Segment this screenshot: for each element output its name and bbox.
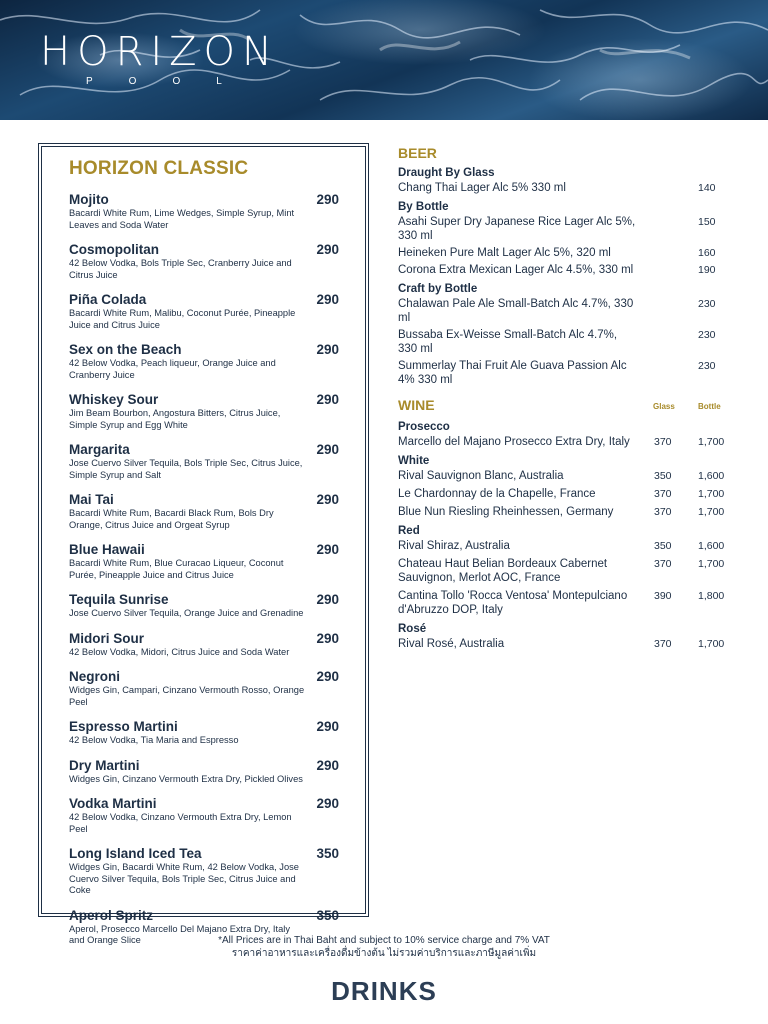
cocktail-price: 290 — [316, 342, 339, 357]
cocktail-price: 290 — [316, 242, 339, 257]
wine-item — [398, 589, 738, 617]
wine-item — [398, 469, 738, 483]
wine-bottle-price: 1,600 — [698, 470, 725, 482]
wine-name: Rival Shiraz, Australia — [398, 540, 510, 552]
wine-group-label: Prosecco — [398, 421, 450, 433]
wine-bottle-price: 1,800 — [698, 590, 725, 602]
wine-bottle-price: 1,700 — [698, 436, 725, 448]
cocktail-name: Negroni — [69, 669, 121, 684]
beer-item — [398, 328, 738, 356]
cocktail-item — [69, 542, 337, 581]
cocktail-item — [69, 719, 337, 747]
cocktail-item — [69, 492, 337, 531]
beer-name: Summerlay Thai Fruit Ale Guava Passion Alc 4% 330 ml — [398, 360, 627, 386]
logo-subtitle: POOL — [86, 76, 258, 87]
beer-item — [398, 263, 738, 277]
cocktail-name: Sex on the Beach — [69, 342, 182, 357]
cocktail-price: 290 — [316, 719, 339, 734]
cocktail-description: Widges Gin, Cinzano Vermouth Extra Dry, Pickled Olives — [69, 773, 303, 784]
wine-bottle-price: 1,700 — [698, 638, 725, 650]
beer-name: Bussaba Ex-Weisse Small-Batch Alc 4.7%, 330 ml — [398, 329, 618, 355]
wine-item — [398, 637, 738, 651]
wine-group — [398, 421, 738, 449]
cocktail-price: 290 — [316, 542, 339, 557]
wine-title: WINE — [398, 397, 435, 413]
drinks-title: DRINKS — [331, 976, 437, 1006]
cocktail-price: 290 — [316, 442, 339, 457]
wine-item — [398, 435, 738, 449]
wine-glass-price: 350 — [654, 540, 672, 552]
beer-price: 150 — [698, 216, 716, 228]
cocktail-name: Margarita — [69, 442, 130, 457]
cocktail-description: Bacardi White Rum, Blue Curacao Liqueur, Coconut Purée, Pineapple Juice and Citrus Juice — [69, 558, 284, 580]
cocktail-item — [69, 758, 337, 786]
wine-bottle-price: 1,600 — [698, 540, 725, 552]
wine-header — [398, 397, 738, 417]
wine-name: Chateau Haut Belian Bordeaux Cabernet Sauvignon, Merlot AOC, France — [398, 558, 608, 584]
beer-price: 230 — [698, 329, 716, 341]
wine-glass-price: 370 — [654, 638, 672, 650]
beer-name: Chang Thai Lager Alc 5% 330 ml — [398, 182, 566, 194]
cocktail-name: Long Island Iced Tea — [69, 846, 202, 861]
cocktail-description: Jim Beam Bourbon, Angostura Bitters, Citrus Juice, Simple Syrup and Egg White — [69, 408, 281, 430]
cocktail-name: Whiskey Sour — [69, 392, 159, 407]
beer-name: Chalawan Pale Ale Small-Batch Alc 4.7%, 330 ml — [398, 298, 634, 324]
cocktail-item — [69, 592, 337, 620]
cocktail-name: Tequila Sunrise — [69, 592, 169, 607]
cocktail-name: Blue Hawaii — [69, 542, 145, 557]
beer-group — [398, 167, 738, 195]
cocktail-price: 290 — [316, 757, 339, 773]
cocktail-description: 42 Below Vodka, Midori, Citrus Juice and Soda Water — [69, 646, 290, 657]
beer-name: Asahi Super Dry Japanese Rice Lager Alc 5%, 330 ml — [398, 216, 636, 242]
wine-item — [398, 505, 738, 519]
cocktail-name: Cosmopolitan — [69, 242, 159, 257]
cocktail-item — [69, 669, 337, 708]
cocktail-name: Dry Martini — [69, 757, 140, 773]
cocktail-name: Espresso Martini — [69, 719, 178, 734]
price-footnote — [0, 934, 768, 960]
cocktail-price: 350 — [316, 846, 339, 861]
logo-wordmark: HORIZON — [40, 29, 279, 75]
wine-bottle-price: 1,700 — [698, 506, 725, 518]
beer-price: 190 — [698, 264, 716, 276]
cocktail-price: 290 — [316, 192, 339, 207]
beer-item — [398, 297, 738, 325]
cocktail-description: Jose Cuervo Silver Tequila, Orange Juice and Grenadine — [69, 608, 304, 618]
beer-price: 160 — [698, 247, 716, 259]
cocktail-item — [69, 192, 337, 231]
cocktail-item — [69, 442, 337, 481]
beer-price: 230 — [698, 360, 716, 372]
beer-item — [398, 246, 738, 260]
beer-name: Heineken Pure Malt Lager Alc 5%, 320 ml — [398, 247, 611, 259]
wine-glass-price: 370 — [654, 558, 672, 570]
beer-wine-column — [398, 145, 738, 657]
cocktail-item — [69, 292, 337, 331]
wine-list — [398, 421, 738, 651]
cocktail-name: Mojito — [69, 192, 109, 207]
cocktail-item — [69, 242, 337, 281]
cocktail-item — [69, 631, 337, 659]
cocktail-price: 290 — [316, 796, 339, 811]
wine-name: Blue Nun Riesling Rheinhessen, Germany — [398, 506, 614, 518]
wine-glass-price: 350 — [654, 470, 672, 482]
wine-item — [398, 539, 738, 553]
wine-item — [398, 487, 738, 501]
horizon-pool-logo — [40, 29, 279, 87]
wine-name: Rival Rosé, Australia — [398, 638, 505, 650]
cocktail-item — [69, 392, 337, 431]
cocktail-price: 290 — [316, 392, 339, 407]
wine-glass-price: 370 — [654, 436, 672, 448]
cocktail-price: 290 — [316, 669, 339, 684]
beer-group — [398, 201, 738, 277]
beer-item — [398, 359, 738, 387]
beer-group — [398, 283, 738, 387]
cocktail-description: Bacardi White Rum, Lime Wedges, Simple Syrup, Mint Leaves and Soda Water — [69, 208, 295, 230]
beer-price: 230 — [698, 298, 716, 310]
wine-item — [398, 557, 738, 585]
cocktail-item — [69, 342, 337, 381]
wine-name: Marcello del Majano Prosecco Extra Dry, Italy — [398, 436, 630, 448]
wine-group-label: Rosé — [398, 623, 427, 635]
cocktail-description: 42 Below Vodka, Peach liqueur, Orange Juice and Cranberry Juice — [69, 358, 276, 380]
cocktail-description: Jose Cuervo Silver Tequila, Bols Triple Sec, Citrus Juice, Simple Syrup and Salt — [69, 458, 303, 480]
wine-bottle-price: 1,700 — [698, 558, 725, 570]
cocktail-description: Bacardi White Rum, Bacardi Black Rum, Bols Dry Orange, Citrus Juice and Orgeat Syrup — [69, 508, 274, 530]
footnote-english: *All Prices are in Thai Baht and subject to 10% service charge and 7% VAT — [218, 935, 550, 946]
cocktail-list — [69, 192, 368, 947]
cocktail-item — [69, 846, 337, 897]
footnote-thai: ราคาค่าอาหารและเครื่องดื่มข้างต้น ไม่รวมค่าบริการและภาษีมูลค่าเพิ่ม — [231, 948, 537, 959]
beer-title: BEER — [398, 145, 437, 161]
wine-glass-price: 370 — [654, 506, 672, 518]
cocktail-price: 290 — [316, 292, 339, 307]
wine-name: Le Chardonnay de la Chapelle, France — [398, 488, 596, 500]
cocktail-description: Bacardi White Rum, Malibu, Coconut Purée, Pineapple Juice and Citrus Juice — [69, 308, 296, 330]
cocktail-name: Piña Colada — [69, 292, 147, 307]
cocktail-name: Mai Tai — [69, 492, 114, 507]
wine-glass-price: 390 — [654, 590, 672, 602]
wine-group-label: Red — [398, 525, 420, 537]
wine-group — [398, 623, 738, 651]
wine-group-label: White — [398, 455, 430, 467]
beer-group-label: Craft by Bottle — [398, 283, 478, 295]
cocktail-description: 42 Below Vodka, Bols Triple Sec, Cranberry Juice and Citrus Juice — [69, 258, 292, 280]
cocktail-description: 42 Below Vodka, Tia Maria and Espresso — [69, 735, 239, 745]
bottle-column-header: Bottle — [698, 402, 721, 411]
cocktail-name: Vodka Martini — [69, 796, 157, 811]
cocktail-name: Midori Sour — [69, 630, 144, 646]
glass-column-header: Glass — [653, 402, 675, 411]
cocktail-price: 290 — [316, 492, 339, 507]
beer-price: 140 — [698, 182, 716, 194]
cocktail-description: Widges Gin, Bacardi White Rum, 42 Below Vodka, Jose Cuervo Silver Tequila, Bols Triple Sec, Citrus Juice and Coke — [69, 862, 299, 895]
cocktail-description: Widges Gin, Campari, Cinzano Vermouth Rosso, Orange Peel — [69, 685, 305, 707]
beer-item — [398, 215, 738, 243]
header-banner — [0, 0, 768, 120]
wine-group — [398, 455, 738, 519]
wine-bottle-price: 1,700 — [698, 488, 725, 500]
horizon-classic-box — [38, 143, 369, 945]
beer-name: Corona Extra Mexican Lager Alc 4.5%, 330 ml — [398, 264, 634, 276]
cocktail-item — [69, 796, 337, 835]
wine-name: Cantina Tollo 'Rocca Ventosa' Montepulciano d'Abruzzo DOP, Italy — [398, 590, 628, 616]
beer-list — [398, 167, 738, 387]
beer-group-label: By Bottle — [398, 201, 449, 213]
beer-item — [398, 181, 738, 195]
cocktail-description: 42 Below Vodka, Cinzano Vermouth Extra Dry, Lemon Peel — [69, 812, 292, 834]
wine-glass-price: 370 — [654, 488, 672, 500]
wine-group — [398, 525, 738, 617]
cocktail-price: 290 — [316, 592, 339, 607]
cocktail-price: 290 — [316, 630, 339, 646]
beer-group-label: Draught By Glass — [398, 167, 495, 179]
wine-name: Rival Sauvignon Blanc, Australia — [398, 470, 564, 482]
cocktail-name: Aperol Spritz — [69, 907, 154, 923]
cocktail-price: 350 — [316, 907, 339, 923]
cocktail-description: Aperol, Prosecco Marcello Del Majano Extra Dry, Italy and Orange Slice — [69, 923, 290, 945]
classic-title: HORIZON CLASSIC — [69, 158, 249, 179]
